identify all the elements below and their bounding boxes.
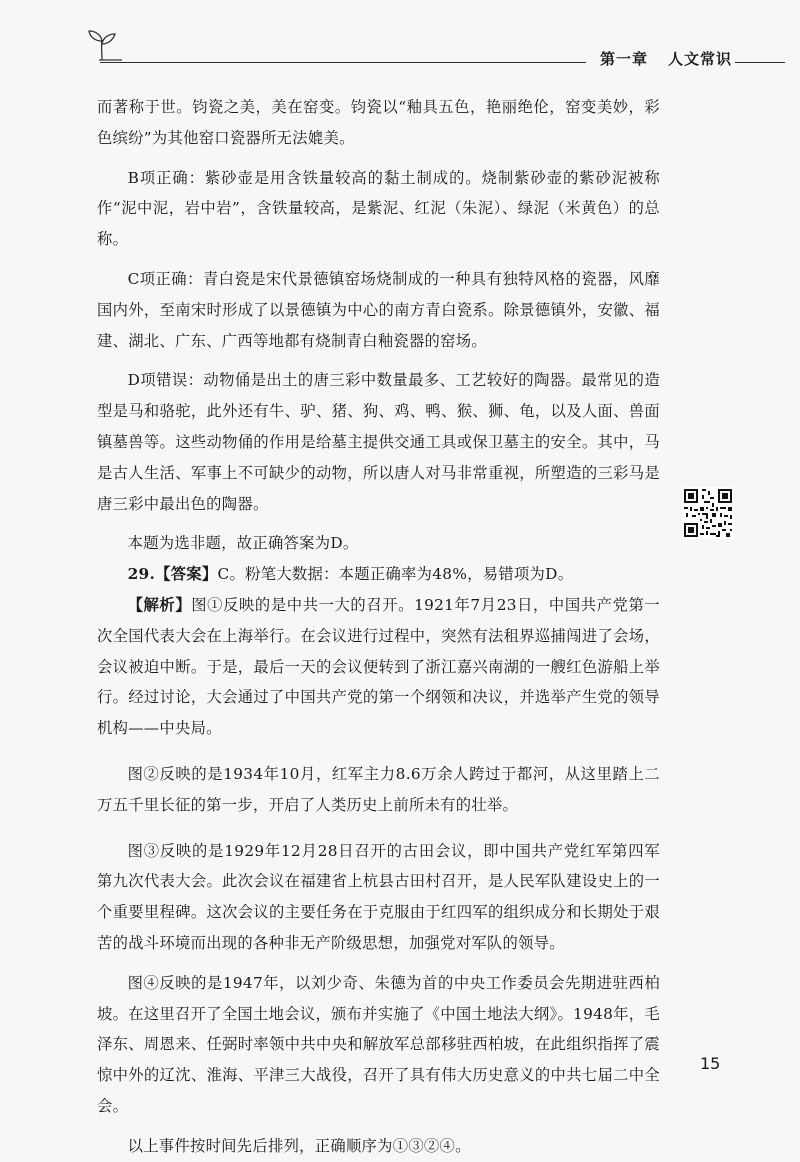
answer-label: 29.【答案】 xyxy=(127,565,218,584)
header-rule-right xyxy=(735,62,785,63)
header-rule-left xyxy=(100,62,586,63)
chapter-title: 人文常识 xyxy=(668,50,733,68)
paragraph-conclusion-28: 本题为选非题，故正确答案为D。 xyxy=(127,534,359,553)
paragraph-continuation: 而著称于世。钧瓷之美，美在窑变。钧瓷以“釉具五色，艳丽绝伦，窑变美妙，彩色缤纷”为其他窑口瓷器所无法媲美。 xyxy=(97,98,660,147)
analysis-paragraph-2: 图②反映的是1934年10月，红军主力8.6万余人跨过于都河，从这里踏上二万五千里长征的第一步，开启了人类历史上前所未有的壮举。 xyxy=(97,764,660,814)
analysis-paragraph-1 xyxy=(97,590,660,744)
chapter-number: 第一章 xyxy=(600,50,649,68)
sprout-icon xyxy=(82,28,122,62)
chapter-heading xyxy=(600,48,732,69)
paragraph-option-c: C项正确：青白瓷是宋代景德镇窑场烧制成的一种具有独特风格的瓷器，风靡国内外，至南宋时形成了以景德镇为中心的南方青白瓷系。除景德镇外，安徽、福建、湖北、广东、广西等地都有烧制青白釉瓷器的窑场。 xyxy=(97,269,660,350)
analysis-paragraph-4: 图④反映的是1947年，以刘少奇、朱德为首的中央工作委员会先期进驻西柏坡。在这里召开了全国土地会议，颁布并实施了《中国土地法大纲》。1948年，毛泽东、周恩来、任弼时率领中共中央和解放军总部移驻西柏坡，在此组织指挥了震惊中外的辽沈、淮海、平津三大战役，召开了具有伟大历史意义的中共七届二中全会。 xyxy=(97,973,660,1115)
analysis-paragraph-3: 图③反映的是1929年12月28日召开的古田会议，即中国共产党红军第四军第九次代表大会。此次会议在福建省上杭县古田村召开，是人民军队建设史上的一个重要里程碑。这次会议的主要任务在于克服由于红四军的组织成分和长期处于艰苦的战斗环境而出现的各种非无产阶级思想，加强党对军队的领导。 xyxy=(97,841,660,952)
analysis-conclusion: 以上事件按时间先后排列，正确顺序为①③②④。 xyxy=(127,1136,471,1155)
page-header xyxy=(0,0,800,80)
answer-text: C。粉笔大数据：本题正确率为48%，易错项为D。 xyxy=(217,565,574,584)
answer-line xyxy=(97,559,660,590)
paragraph-option-d: D项错误：动物俑是出土的唐三彩中数量最多、工艺较好的陶器。最常见的造型是马和骆驼，此外还有牛、驴、猪、狗、鸡、鸭、猴、狮、龟，以及人面、兽面镇墓兽等。这些动物俑的作用是给墓主提供交通工具或保卫墓主的安全。其中，马是古人生活、军事上不可缺少的动物，所以唐人对马非常重视，所塑造的三彩马是唐三彩中最出色的陶器。 xyxy=(97,371,660,513)
qr-code-icon xyxy=(682,487,734,539)
paragraph-option-b: B项正确：紫砂壶是用含铁量较高的黏土制成的。烧制紫砂壶的紫砂泥被称作“泥中泥，岩中岩”，含铁量较高，是紫泥、红泥（朱泥）、绿泥（米黄色）的总称。 xyxy=(97,168,660,249)
analysis-text-1: 图①反映的是中共一大的召开。1921年7月23日，中国共产党第一次全国代表大会在上海举行。在会议进行过程中，突然有法租界巡捕闯进了会场，会议被迫中断。于是，最后一天的会议便转到了浙江嘉兴南湖的一艘红色游船上举行。经过讨论，大会通过了中国共产党的第一个纲领和决议，并选举产生党的领导机构——中央局。 xyxy=(97,595,661,738)
analysis-label: 【解析】 xyxy=(127,595,192,614)
page-number: 15 xyxy=(700,1054,721,1073)
page-body xyxy=(97,92,660,1162)
